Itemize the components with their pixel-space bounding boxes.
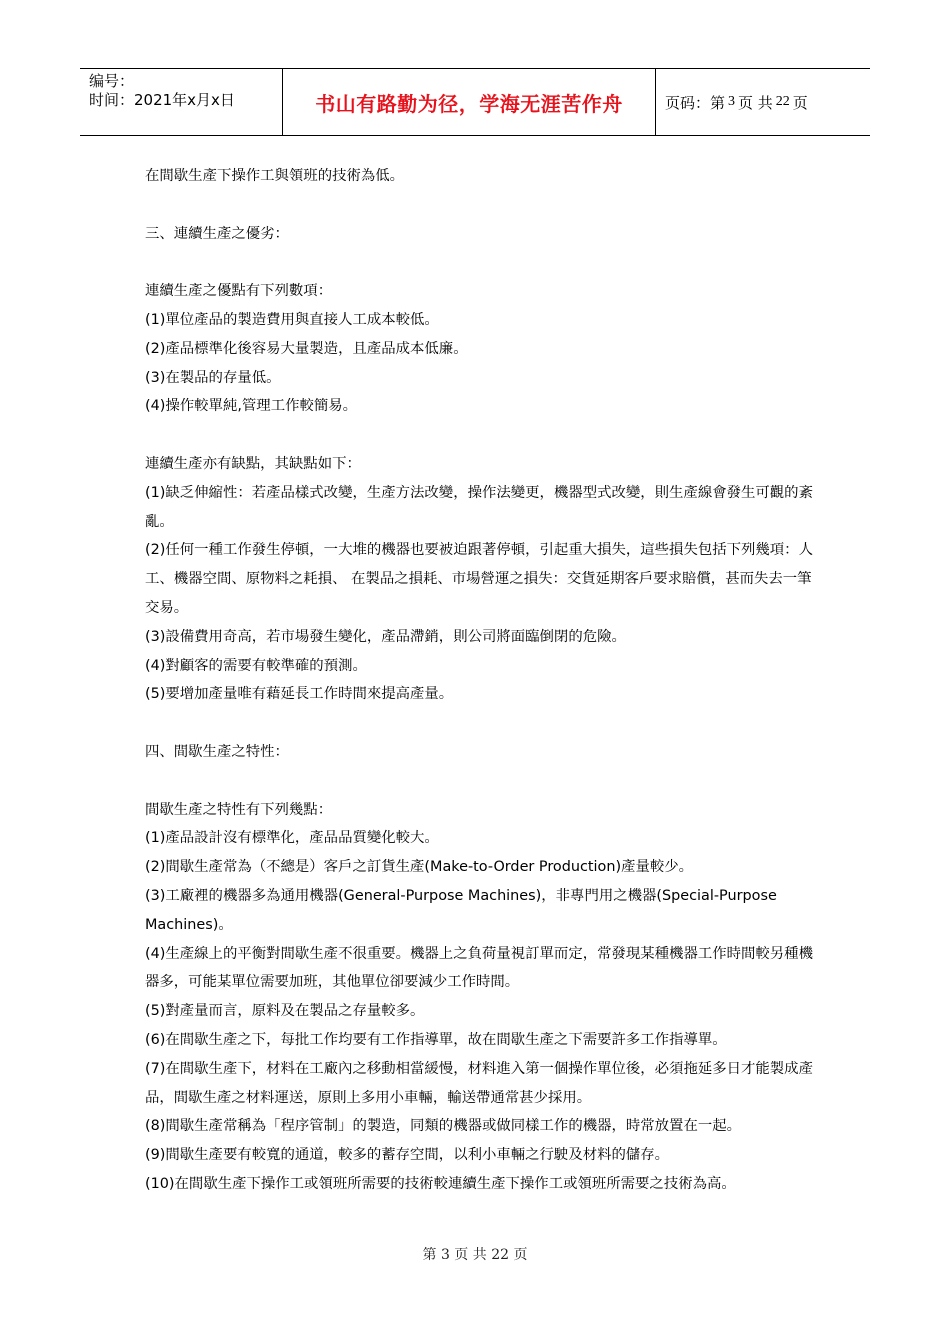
blank-line [145,248,815,277]
page-current: 3 [728,94,736,109]
paragraph: 連續生產之優點有下列數項： [145,283,333,300]
paragraph: (1)產品設計沒有標準化，產品品質變化較大。 [145,830,439,847]
page-total: 22 [775,94,790,109]
paragraph: (7)在間歇生產下，材料在工廠內之移動相當緩慢，材料進入第一個操作單位後，必須拖延多日才能製成產品，間歇生產之材料運送，原則上多用小車輛，輸送帶通常甚少採用。 [145,1060,813,1106]
page-mid: 页 共 [738,93,773,112]
date-label: 时间：2021年x月x日 [89,91,235,109]
paragraph: (5)要增加產量唯有藉延長工作時間來提高產量。 [145,686,454,703]
blank-line [145,709,815,738]
paragraph: (2)間歇生產常為（不總是）客戶之訂貨生產(Make-to-Order Production)產量較少。 [145,859,694,876]
paragraph: (9)間歇生產要有較寬的通道，較多的蓄存空間，以利小車輛之行駛及材料的儲存。 [145,1147,670,1164]
document-body [145,162,815,1199]
header-page-info [656,69,870,135]
paragraph: (1)單位產品的製造費用與直接人工成本較低。 [145,311,439,328]
paragraph: (4)生產線上的平衡對間歇生產不很重要。機器上之負荷量視訂單而定，常發現某種機器工作時間較另種機器多，可能某單位需要加班，其他單位卻要減少工作時間。 [145,945,813,991]
blank-line [145,191,815,220]
paragraph: (2)產品標準化後容易大量製造，且產品成本低廉。 [145,340,468,357]
paragraph: (3)設備費用奇高，若市場發生變化，產品滯銷，則公司將面臨倒閉的危險。 [145,628,626,645]
paragraph: (3)工廠裡的機器多為通用機器(General-Purpose Machines)，非專門用之機器(Special-Purpose Machines)。 [145,887,777,933]
paragraph: 四、間歇生產之特性： [145,743,289,760]
paragraph: (8)間歇生產常稱為「程序管制」的製造，同類的機器或做同樣工作的機器，時常放置在一起。 [145,1118,742,1135]
paragraph: (4)對顧客的需要有較準確的預測。 [145,657,367,674]
paragraph: 連續生產亦有缺點，其缺點如下： [145,455,361,472]
blank-line [145,421,815,450]
paragraph: 三、連續生產之優劣： [145,225,289,242]
page-footer: 第 3 页 共 22 页 [422,1247,528,1263]
page-prefix: 页码：第 [665,93,726,112]
header-meta [80,69,283,135]
paragraph: (3)在製品的存量低。 [145,369,281,386]
paragraph: (2)任何一種工作發生停頓，一大堆的機器也要被迫跟著停頓，引起重大損失，這些損失包括下列幾項：人工、機器空間、原物料之耗損、 在製品之損耗、市場營運之損失：交貨延期客戶要求賠償，甚而失去一筆交易。 [145,542,813,616]
paragraph: 在間歇生產下操作工與領班的技術為低。 [145,168,405,184]
page-header [80,68,870,136]
paragraph: (5)對產量而言，原料及在製品之存量較多。 [145,1003,425,1020]
blank-line [145,767,815,796]
paragraph: (6)在間歇生產之下，每批工作均要有工作指導單，故在間歇生產之下需要許多工作指導單。 [145,1031,727,1048]
paragraph: 間歇生產之特性有下列幾點： [145,801,333,818]
paragraph: (10)在間歇生產下操作工或領班所需要的技術較連續生產下操作工或領班所需要之技術為高。 [145,1175,736,1192]
page-suffix: 页 [792,93,808,112]
paragraph: (1)缺乏伸縮性：若產品樣式改變，生產方法改變，操作法變更，機器型式改變，則生產線會發生可觀的紊亂。 [145,484,813,530]
number-label: 编号： [89,72,135,90]
header-motto: 书山有路勤为径，学海无涯苦作舟 [283,69,656,135]
paragraph: (4)操作較單純,管理工作較簡易。 [145,398,358,415]
